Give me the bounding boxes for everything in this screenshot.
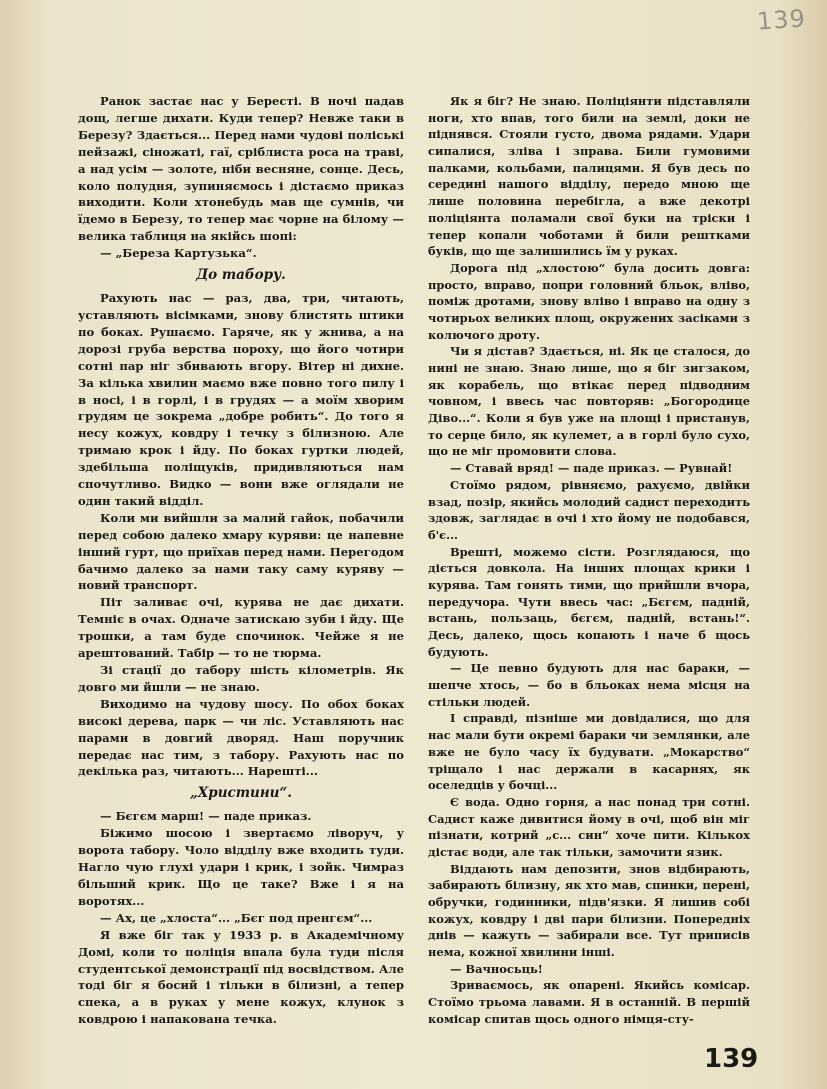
- paragraph: — Це певно будують для нас бараки, — шепче хтось, — бо в бльоках нема місця на стільки людей.: [428, 661, 750, 709]
- paragraph: Піт заливає очі, курява не дає дихати. Темніє в очах. Одначе затискаю зуби і йду. Ще трошки, а там буде спочинок. Чейже я не арештований. Табір — то не тюрма.: [78, 595, 404, 661]
- handwritten-page-number: 139: [756, 4, 807, 36]
- paragraph: Я вже біг так у 1933 р. в Академічному Домі, коли то поліція впала була туди після студентської демонстрації під восвідством. Але тоді біг я босий і тільки в білизні, а тепер спека, а в руках у мене кожух, клунок з ковдрою і напакована течка.: [78, 927, 404, 1027]
- paragraph: — „Береза Картузька“.: [100, 246, 257, 261]
- paragraph: Коли ми вийшли за малий гайок, побачили перед собою далеко хмару куряви: це напевне інший гурт, що приїхав перед нами. Перегодом бачимо далеко за нами таку саму куряву — новий транспорт.: [78, 510, 404, 593]
- paragraph: Віддають нам депозити, знов відбирають, забирають білизну, як хто мав, спинки, перені, обручки, годинники, підв'язки. Я лишив собі кожух, ковдру і дві пари білизни. Попередніх днів — кажуть — забирали все. Тут приписів нема, кожної хвилини інші.: [428, 861, 750, 960]
- paragraph: — Бєгєм марш! — паде приказ.: [100, 809, 312, 824]
- paragraph: Зі стації до табору шість кілометрів. Як довго ми йшли — не знаю.: [78, 663, 404, 694]
- paragraph: Рахують нас — раз, два, три, читають, уставляють вісімками, знову блистять штики по боках. Рушаємо. Гаряче, як у жнива, а на дорозі груба верства пороху, що його чотири сотні пар ніг збивають вгору. Вітер ні дихне. За кілька хвилин маємо вже повно того пилу і в носі, і в горлі, і в грудях — а моїм хворим грудям це зокрема „добре робить“. До того я несу кожух, ковдру і течку з білизною. Але тримаю крок і йду. По боках гуртки людей, здебільша поліщуків, придивляються нам спочутливо. Видко — вони вже оглядали не один такий відділ.: [78, 291, 404, 508]
- paragraph: Виходимо на чудову шосу. По обох боках високі дерева, парк — чи ліс. Уставляють нас парами в довгий дворяд. Наш поручник передає нас тим, з табору. Рахують нас по декілька раз, читають... Нарешті...: [78, 696, 404, 779]
- right-column: [428, 93, 750, 1028]
- section-heading: До табору.: [196, 267, 286, 284]
- page-number: 139: [704, 1044, 759, 1074]
- paragraph: Зриваємось, як опарені. Якийсь комісар. Стоїмо трьома лавами. Я в останній. В першій комісар спитав щось одного німця-сту-: [428, 978, 750, 1026]
- left-column: [78, 93, 404, 1028]
- paragraph: Як я біг? Не знаю. Поліціянти підставляли ноги, хто впав, того били на землі, доки не піднявся. Стояли густо, двома рядами. Удари сипалися, зліва і зправа. Били гумовими палками, кольбами, палицями. Я був десь по середині нашого відділу, передо мною ще лише половина перебігла, а вже декотрі поліціянта поламали свої буки на тріски і тепер копали чоботами й били рештками буків, що ще залишились їм у руках.: [428, 94, 750, 259]
- paragraph: Біжимо шосою і звертаємо ліворуч, у ворота табору. Чоло відділу вже входить туди. Нагло чую глухі удари і крик, і зойк. Чимраз більший крик. Що це таке? Вже і я на воротях...: [78, 826, 404, 908]
- paragraph: І справді, пізніше ми довідалися, що для нас мали бути окремі бараки чи землянки, але вже не було часу їх будувати. „Мокарство“ тріщало і нас держали в касарнях, як оселедців у бочці...: [428, 711, 750, 793]
- paragraph: Дорога під „хлостою“ була досить довга: просто, вправо, попри головний бльок, вліво, поміж дротами, знову вліво і вправо на одну з чотирьох великих площ, окружених засіками з колючого дроту.: [428, 260, 750, 342]
- paragraph: — Ах, це „хлоста“... „Бєг под пренгєм“...: [100, 910, 373, 925]
- paragraph: Є вода. Одно горня, а нас понад три сотні. Садист каже дивитися йому в очі, щоб він міг пізнати, котрий „с... син“ хоче пити. Кількох дістає води, але так тільки, замочити язик.: [428, 794, 750, 859]
- paragraph: Врешті, можемо сісти. Розглядаюся, що діється довкола. На інших площах крики і курява. Там гонять тими, що прийшли вчора, передучора. Чути ввесь час: „Бєгєм, падній, встань, пользаць, бєгєм, падній, встань!“. Десь, далеко, щось копають і наче б щось будують.: [428, 544, 750, 659]
- paragraph: Ранок застає нас у Бересті. В ночі падав дощ, легше дихати. Куди тепер? Невже таки в Березу? Здається... Перед нами чудові поліські пейзажі, сіножаті, гаї, сріблиста роса на траві, а над усім — золоте, ніби весняне, сонце. Десь, коло полудня, зупиняємось і дістаємо приказ виходити. Коли хтонебудь мав ще сумнів, чи їдемо в Березу, то тепер має чорне на білому — велика таблиця на якійсь шопі:: [78, 94, 404, 244]
- section-heading: „Христини“.: [190, 785, 292, 802]
- paragraph: Стоїмо рядом, рівняємо, рахуємо, двійки взад, позір, якийсь молодий садист переходить здовж, заглядає в очі і хто йому не подобався, б'є...: [428, 477, 750, 542]
- paragraph: — Ставай вряд! — паде приказ. — Рувнай!: [450, 461, 733, 476]
- paragraph: Чи я дістав? Здається, ні. Як це сталося, до нині не знаю. Знаю лише, що я біг зигзаком, як корабель, що втікає перед підводним човном, і ввесь час повторяв: „Богородице Діво...“. Коли я був уже на площі і пристанув, то серце било, як кулемет, а в горлі було сухо, що не міг промовити слова.: [428, 344, 750, 459]
- paragraph: — Вачносьць!: [450, 961, 543, 976]
